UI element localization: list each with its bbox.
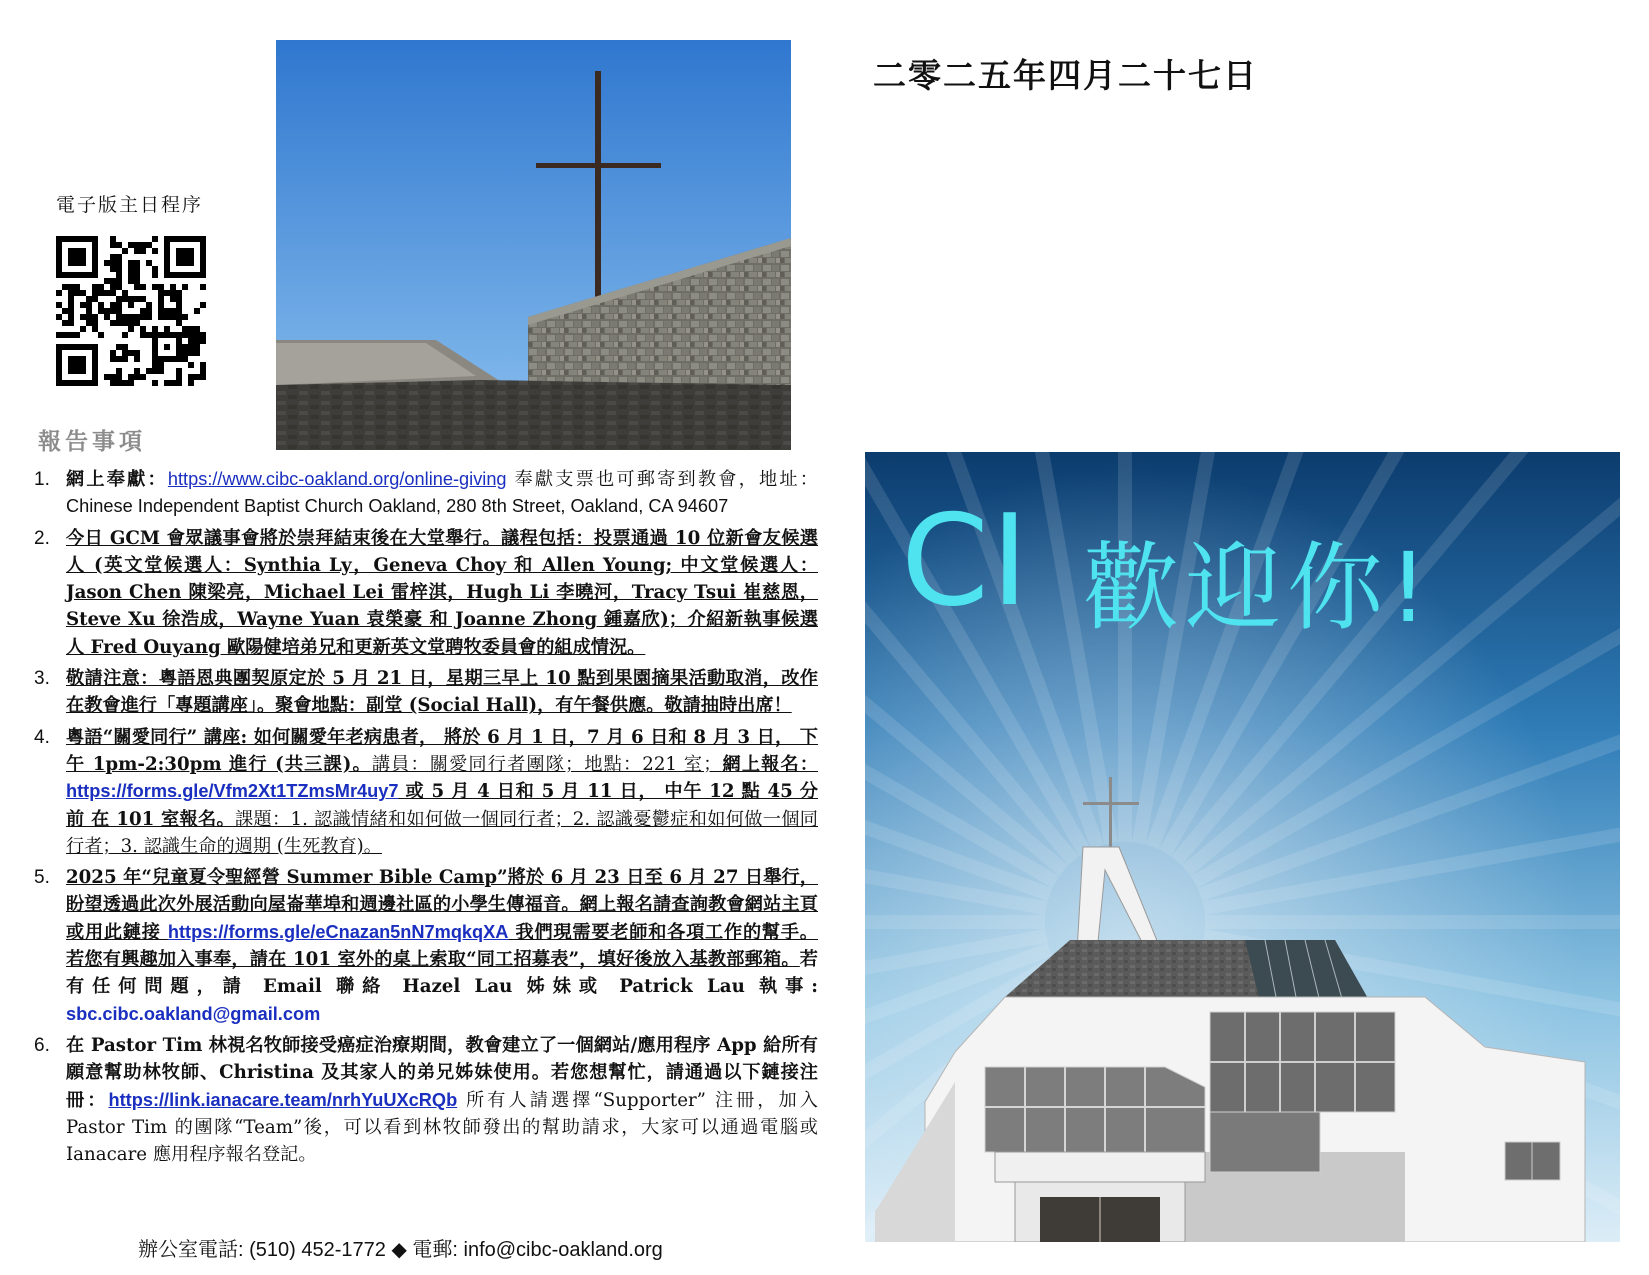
announcement-body	[66, 466, 818, 521]
phone-label: 辦公室電話	[138, 1237, 238, 1261]
office-email: : info@cibc-oakland.org	[452, 1239, 663, 1261]
camp-volunteer-text: 我們現需要老師和各項工作的幫手。若您有興趣加入事奉，請在 101 室外的桌上索取“同工招募表”，填好後放入基教部郵箱。	[66, 921, 818, 971]
talk-topics: 課題：1. 認識情緒和如何做一個同行者；2. 認識憂鬱症和如何做一個同行者；3. 認識生命的週期 (生死教育)。	[66, 808, 818, 857]
qr-code-label: 電子版主日程序	[56, 194, 204, 216]
talk-register-label: 網上報名：	[721, 753, 818, 775]
support-instructions: 所有人請選擇“Supporter” 注冊，加入 Pastor Tim 的團隊“Team”後，可以看到林牧師發出的幫助請求，大家可以通過電腦或 Ianacare 應用程序報名登記。	[66, 1089, 818, 1166]
camp-text: 2025 年“兒童夏令聖經營 Summer Bible Camp”將於 6 月 23 日至 6 月 27 日舉行，盼望透過此次外展活動向屋崙華埠和週邊社區的小學生傳福音。網上報名請查詢教會網站主頁或用此鏈接	[66, 867, 818, 943]
announcement-body	[66, 724, 818, 860]
online-giving-lead: 網上奉獻：	[66, 469, 168, 490]
welcome-banner	[865, 452, 1620, 692]
announcement-body	[66, 864, 818, 1028]
talk-details: 講員：關愛同行者團隊；地點：221 室；	[371, 753, 722, 775]
welcome-cover	[865, 452, 1620, 1242]
office-contact	[138, 1233, 663, 1262]
camp-register-link[interactable]: https://forms.gle/eCnazan5nN7mqkqXA	[167, 921, 509, 942]
camp-contact-email[interactable]: sbc.cibc.oakland@gmail.com	[66, 1003, 321, 1024]
church-address: Chinese Independent Baptist Church Oakland, 280 8th Street, Oakland, CA 94607	[66, 496, 729, 517]
announcement-body: 今日 GCM 會眾議事會將於崇拜結束後在大堂舉行。議程包括：投票通過 10 位新會友候選人 (英文堂候選人：Synthia Ly，Geneva Choy 和 Allen Young; 中文堂候選人：Jason Chen 陳梁亮，Michael Lei 雷梓淇，Hugh Li 李曉河，Tracy Tsui 崔慈恩，Steve Xu 徐浩成，Wayne Yuan 袁榮豪 和 Joanne Zhong 鍾嘉欣)；介紹新執事候選人 Fred Ouyang 歐陽健培弟兄和更新英文堂聘牧委員會的組成情況。	[66, 527, 818, 658]
announcement-item	[34, 466, 818, 521]
talk-register-link[interactable]: https://forms.gle/Vfm2Xt1TZmsMr4uy7	[66, 781, 399, 802]
bulletin-date: 二零二五年四月二十七日	[873, 56, 1258, 95]
camp-contact-text: 若有任何問題，請 Email 聯絡 Hazel Lau 姊妹或 Patrick Lau 執事:	[66, 949, 818, 998]
announcement-item	[34, 864, 818, 1028]
announcement-body	[66, 1032, 818, 1168]
welcome-message: 歡迎你!	[1083, 532, 1434, 644]
announcement-number: 6.	[34, 1034, 50, 1056]
announcement-number: 3.	[34, 668, 50, 690]
announcement-item	[34, 724, 818, 860]
announcement-number: 4.	[34, 726, 50, 748]
welcome-ci-logo: CI	[901, 487, 1031, 634]
announcement-item	[34, 525, 818, 661]
announcement-number: 1.	[34, 469, 50, 490]
church-cross-photo	[276, 40, 791, 450]
section-title: 報告事項	[38, 428, 146, 455]
qr-code-icon[interactable]	[56, 236, 206, 386]
announcement-list	[34, 466, 818, 1172]
talk-title: 粵語“關愛同行” 講座: 如何關愛年老病患者， 將於 6 月 1 日，7 月 6 日和 8 月 3 日， 下午 1pm-2:30pm 進行 (共三課)。	[66, 726, 818, 775]
announcement-number: 5.	[34, 867, 50, 889]
email-label: 電郵	[412, 1237, 453, 1261]
online-giving-text: 奉獻支票也可郵寄到教會，地址：	[506, 469, 818, 490]
talk-register-text: 或 5 月 4 日和 5 月 11 日， 中午 12 點 45 分前 在 101 室報名。	[66, 781, 818, 830]
announcement-number: 2.	[34, 527, 50, 549]
support-text: 在 Pastor Tim 林視名牧師接受癌症治療期間，教會建立了一個網站/應用程序 App 給所有願意幫助林牧師、Christina 及其家人的弟兄姊妹使用。若您想幫忙，請通過以下鏈接注冊：	[66, 1034, 818, 1111]
announcement-item	[34, 665, 818, 720]
office-phone: : (510) 452-1772	[238, 1239, 386, 1261]
announcement-item	[34, 1032, 818, 1168]
online-giving-link[interactable]: https://www.cibc-oakland.org/online-giving	[167, 469, 507, 489]
separator-bullet: ◆	[385, 1239, 413, 1261]
ianacare-link[interactable]: https://link.ianacare.team/nrhYuUXcRQb	[108, 1089, 458, 1110]
announcement-body: 敬請注意：粵語恩典團契原定於 5 月 21 日，星期三早上 10 點到果園摘果活動取消，改作在教會進行「專題講座」。聚會地點：副堂 (Social Hall)，有午餐供應。敬請抽時出席！	[66, 668, 818, 717]
